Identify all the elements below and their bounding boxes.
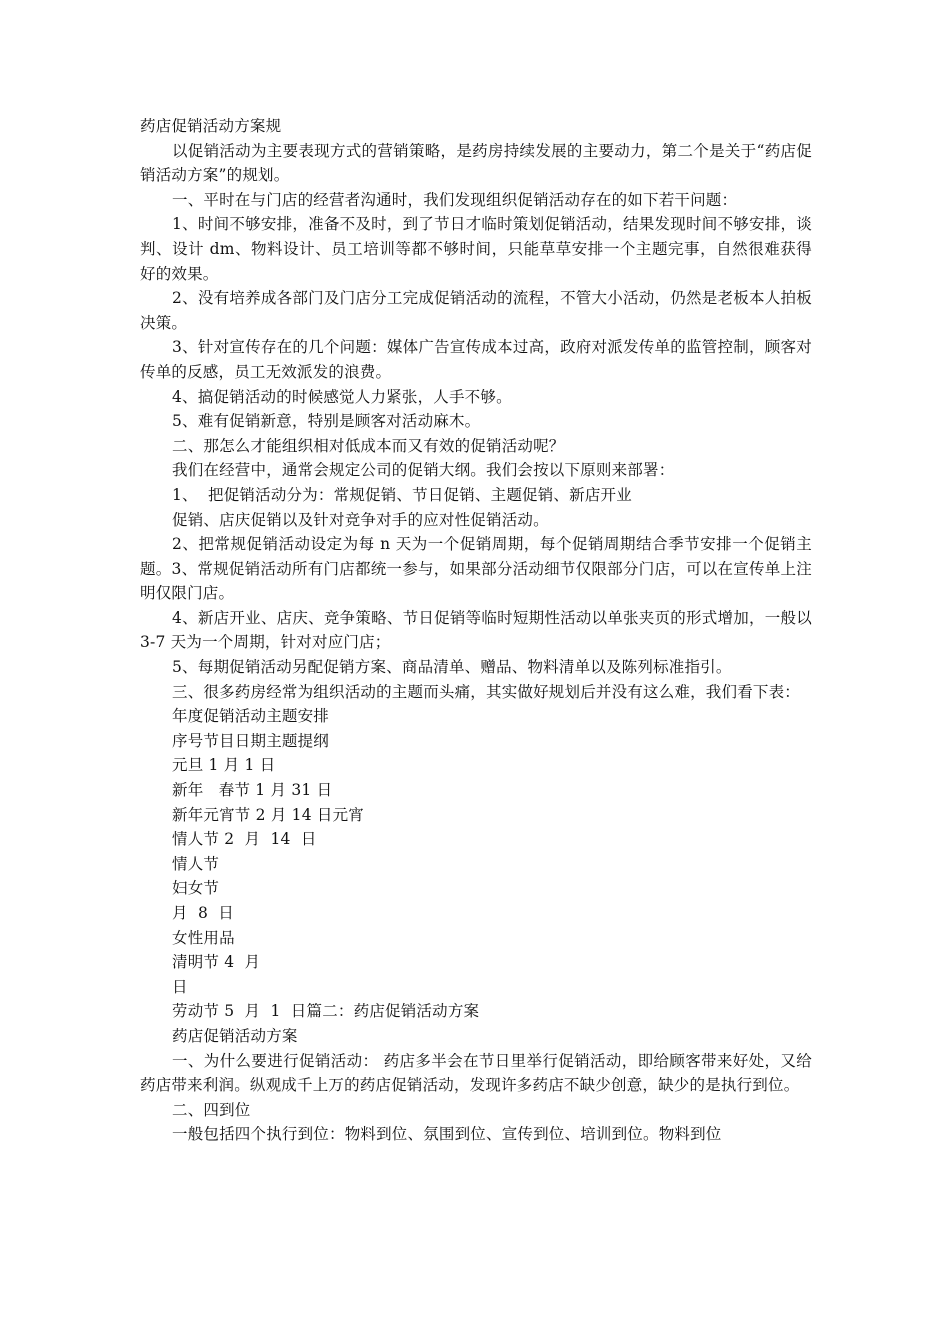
paragraph: 1、 把促销活动分为：常规促销、节日促销、主题促销、新店开业 bbox=[172, 485, 632, 504]
paragraph: 情人节 2 月 14 日 bbox=[172, 830, 317, 849]
document-body bbox=[140, 139, 812, 1147]
paragraph: 药店促销活动方案 bbox=[172, 1026, 298, 1045]
paragraph: 月 8 日 bbox=[172, 904, 234, 922]
paragraph: 促销、店庆促销以及针对竞争对手的应对性促销活动。 bbox=[172, 510, 549, 529]
paragraph: 年度促销活动主题安排 bbox=[172, 707, 330, 726]
paragraph: 2、没有培养成各部门及门店分工完成促销活动的流程，不管大小活动，仍然是老板本人拍板决策。 bbox=[140, 289, 812, 332]
paragraph: 二、那怎么才能组织相对低成本而又有效的促销活动呢？ bbox=[172, 436, 565, 455]
paragraph: 新年 春节 1 月 31 日 bbox=[172, 781, 333, 800]
paragraph: 序号节目日期主题提纲 bbox=[172, 731, 330, 750]
document-title: 药店促销活动方案规 bbox=[140, 117, 282, 135]
paragraph: 2、把常规促销活动设定为每 n 天为一个促销周期，每个促销周期结合季节安排一个促销主题。3、常规促销活动所有门店都统一参与，如果部分活动细节仅限部分门店，可以在宣传单上注明仅限门店。 bbox=[140, 535, 812, 603]
paragraph: 以促销活动为主要表现方式的营销策略，是药房持续发展的主要动力，第二个是关于“药店促销活动方案”的规划。 bbox=[140, 141, 812, 185]
paragraph: 妇女节 bbox=[172, 879, 220, 898]
paragraph: 女性用品 bbox=[172, 928, 235, 947]
paragraph: 5、每期促销活动另配促销方案、商品清单、赠品、物料清单以及陈列标准指引。 bbox=[172, 658, 732, 677]
paragraph: 元旦 1 月 1 日 bbox=[172, 756, 276, 775]
paragraph: 二、四到位 bbox=[172, 1100, 251, 1119]
paragraph: 新年元宵节 2 月 14 日元宵 bbox=[172, 805, 364, 824]
paragraph: 一、为什么要进行促销活动： 药店多半会在节日里举行促销活动，即给顾客带来好处，又给药店带来利润。纵观成千上万的药店促销活动，发现许多药店不缺少创意，缺少的是执行到位。 bbox=[140, 1051, 812, 1095]
paragraph: 4、搞促销活动的时候感觉人力紧张，人手不够。 bbox=[172, 387, 512, 406]
paragraph: 4、新店开业、店庆、竞争策略、节日促销等临时短期性活动以单张夹页的形式增加，一般以 3-7 天为一个周期，针对对应门店； bbox=[140, 608, 812, 652]
paragraph: 5、难有促销新意，特别是顾客对活动麻木。 bbox=[172, 412, 481, 431]
paragraph: 劳动节 5 月 1 日篇二：药店促销活动方案 bbox=[172, 1002, 480, 1021]
paragraph: 1、时间不够安排，准备不及时，到了节日才临时策划促销活动，结果发现时间不够安排，谈判、设计 dm、物料设计、员工培训等都不够时间，只能草草安排一个主题完事，自然很难获得好的效果。 bbox=[140, 215, 812, 283]
paragraph: 情人节 bbox=[172, 854, 220, 873]
paragraph: 3、针对宣传存在的几个问题：媒体广告宣传成本过高，政府对派发传单的监管控制，顾客对传单的反感，员工无效派发的浪费。 bbox=[140, 338, 812, 381]
paragraph: 我们在经营中，通常会规定公司的促销大纲。我们会按以下原则来部署： bbox=[172, 461, 675, 480]
paragraph: 三、很多药房经常为组织活动的主题而头痛，其实做好规划后并没有这么难，我们看下表： bbox=[172, 682, 801, 701]
paragraph: 日 bbox=[172, 977, 188, 996]
document-page bbox=[140, 114, 812, 1147]
paragraph: 一般包括四个执行到位：物料到位、氛围到位、宣传到位、培训到位。物料到位 bbox=[172, 1125, 722, 1144]
paragraph: 清明节 4 月 bbox=[172, 953, 261, 972]
paragraph: 一、平时在与门店的经营者沟通时，我们发现组织促销活动存在的如下若干问题： bbox=[172, 190, 738, 209]
